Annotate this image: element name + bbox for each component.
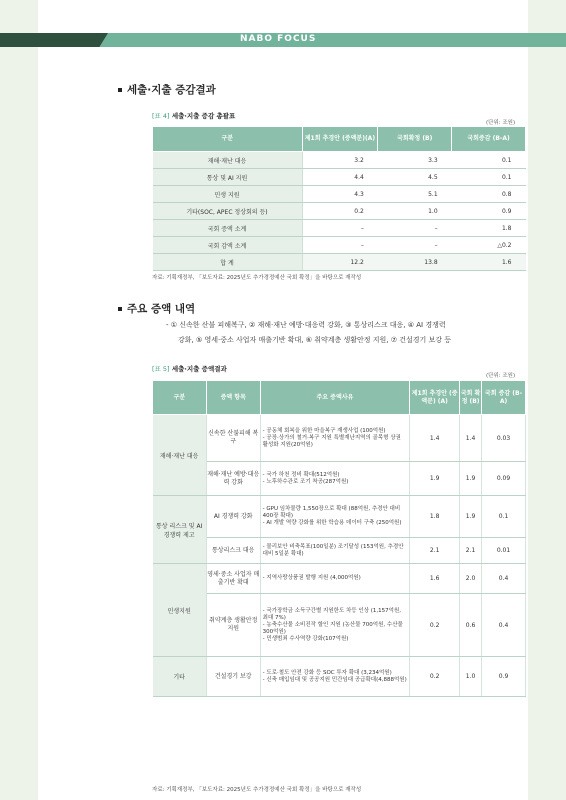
table5-cell: 0.9: [482, 657, 526, 697]
table5-reason: - 물리보안 비축목표(100일분) 조기달성 (153억원, 추경안 대비 5일분 확대): [262, 543, 404, 557]
table4-cell: 3.3: [378, 152, 452, 169]
table4-source: 자료: 기획재정부, 「보도자료: 2025년도 추가경정예산 국회 확정」을 바탕으로 재작성: [152, 275, 362, 281]
table4-row-label: 국회 감액 소계: [153, 237, 303, 254]
table5-reasons: [260, 657, 410, 697]
table4-row: [153, 254, 526, 271]
table4-header: 구분: [153, 127, 303, 152]
table5-item: 취약계층 생활안정 지원: [206, 594, 260, 657]
table5-cell: 2.0: [460, 564, 482, 594]
table5-reason: - 농축수산물 소비진작 할인 지원 (농산물 700억원, 수산물 300억원): [262, 621, 403, 635]
table5-cell: 1.4: [460, 415, 482, 462]
table4-cell: △0.2: [452, 237, 526, 254]
table5-reasons: [260, 496, 410, 538]
table5-unit: (단위: 조원): [486, 373, 516, 379]
table4-cell: 4.4: [302, 169, 378, 186]
table4-row-label: 민생 지원: [153, 186, 303, 203]
table5-row: [153, 564, 526, 594]
table5-header: 증액 항목: [206, 381, 260, 415]
table5-cell: 2.1: [460, 538, 482, 564]
logo: NABO FOCUS: [240, 34, 317, 44]
table4-cell: 0.2: [302, 203, 378, 220]
table5-row: [153, 657, 526, 697]
table5-cell: 1.9: [460, 462, 482, 496]
table5-reason: - 도로·철도 안전 강화 등 SOC 투자 확대 (3,234억원): [262, 669, 392, 676]
table4-cell: –: [302, 237, 378, 254]
table4-cell: 1.6: [452, 254, 526, 271]
table5-cell: 0.6: [460, 594, 482, 657]
table5-cell: 0.09: [482, 462, 526, 496]
header-band: [0, 33, 566, 47]
table4-row: [153, 186, 526, 203]
table4-row: [153, 203, 526, 220]
header-accent: [0, 33, 108, 47]
section-title-1: 세출·지출 증감결과: [118, 82, 216, 97]
table4-header: 국회확정 (B): [378, 127, 452, 152]
table5-reason: - 국가 하천 정비 확대(512억원): [262, 471, 340, 478]
table4-row: [153, 152, 526, 169]
table5-reasons: [260, 462, 410, 496]
table4-row-label: 기타(SOC, APEC 정상회의 등): [153, 203, 303, 220]
table5-row: [153, 496, 526, 538]
table5: [152, 380, 526, 697]
table5-cell: 0.4: [482, 564, 526, 594]
table4-unit: (단위: 조원): [486, 120, 516, 126]
table5-reason: - AI 개발 역량 강화를 위한 학습용 데이터 구축 (250억원): [262, 520, 402, 526]
table5-reason: - 신축 매입임대 및 공공지원 민간임대 공급확대(4,888억원): [262, 676, 407, 683]
table4-header: 국회증감 (B-A): [452, 127, 526, 152]
table5-item: 통상리스크 대응: [206, 538, 260, 564]
table5-cell: 0.03: [482, 415, 526, 462]
table5-cell: 0.1: [482, 496, 526, 538]
table5-cell: 1.6: [410, 564, 460, 594]
table5-row: [153, 462, 526, 496]
table5-cell: 0.2: [410, 594, 460, 657]
table4-row-label: 국회 증액 소계: [153, 220, 303, 237]
table5-reason: - 노후하수관로 조기 착공(287억원): [262, 478, 349, 485]
table4-cell: –: [378, 220, 452, 237]
table4-cell: 0.9: [452, 203, 526, 220]
table5-group-label: 기타: [153, 657, 207, 697]
table5-header: 국회 증감 (B-A): [482, 381, 526, 415]
table4-row-label: 합 계: [153, 254, 303, 271]
table4-cell: 4.5: [378, 169, 452, 186]
table5-reason: - 국가장학금 소득구간별 지원한도 차등 인상 (1,157억원, 최대 7%): [262, 607, 402, 621]
table5-cell: 2.1: [410, 538, 460, 564]
table5-row: [153, 594, 526, 657]
table5-reason: - GPU 임차물량 1,550장으로 확대 (88억원, 추경안 대비 400장 확대): [262, 506, 401, 519]
table4-cell: 13.8: [378, 254, 452, 271]
table5-cell: 0.4: [482, 594, 526, 657]
table5-row: [153, 538, 526, 564]
table5-group-label: 통상 리스크 및 AI 경쟁력 제고: [153, 496, 207, 564]
table5-item: 재해·재난 예방·대응력 강화: [206, 462, 260, 496]
table5-item: 건설경기 보강: [206, 657, 260, 697]
table5-reasons: [260, 538, 410, 564]
table5-reason: - 지역사랑상품권 발행 지원 (4,000억원): [262, 575, 361, 581]
table5-cell: 1.9: [460, 496, 482, 538]
table5-source: 자료: 기획재정부, 「보도자료: 2025년도 추가경정예산 국회 확정」을 바탕으로 재작성: [152, 787, 362, 793]
table5-cell: 1.0: [460, 657, 482, 697]
table5-cell: 0.2: [410, 657, 460, 697]
table4-row: [153, 237, 526, 254]
table4-cell: 1.0: [378, 203, 452, 220]
table4-header: 제1회 추경안 (증액분)(A): [302, 127, 378, 152]
table4-cell: 4.3: [302, 186, 378, 203]
table5-group-label: 재해·재난 대응: [153, 415, 207, 496]
table5-item: 신속한 산불피해 복구: [206, 415, 260, 462]
table5-group-label: 민생지원: [153, 564, 207, 657]
table5-header: 국회 확정 (B): [460, 381, 482, 415]
table4-cell: 0.8: [452, 186, 526, 203]
table4-cell: 1.8: [452, 220, 526, 237]
section-title-2: 주요 증액 내역: [118, 301, 195, 316]
table5-item: AI 경쟁력 강화: [206, 496, 260, 538]
bullet-square-icon: [118, 307, 122, 311]
bullet-square-icon: [118, 88, 122, 92]
table5-header: 주요 증액사유: [260, 381, 410, 415]
table5-cell: 1.9: [410, 462, 460, 496]
list-line: 강화, ⑤ 영세·중소 사업자 매출기반 확대, ⑥ 취약계층 생활안정 지원, ⑦ 건설경기 보강 등: [178, 336, 452, 344]
table5-cell: 0.01: [482, 538, 526, 564]
table4-cell: 5.1: [378, 186, 452, 203]
table5-reasons: [260, 594, 410, 657]
table5-header: 구분: [153, 381, 207, 415]
table4-cell: 0.1: [452, 152, 526, 169]
table5-caption: [표 5] 세출·지출 증액결과: [152, 365, 227, 373]
table4-cell: 12.2: [302, 254, 378, 271]
table4-row-label: 재해·재난 대응: [153, 152, 303, 169]
table5-header: 제1회 추경안 (증액분) (A): [410, 381, 460, 415]
table5-reason: - 공장·상가의 철거·복구 지원 특별재난지역의 골목형 상권 활성화 지원(20억원): [262, 434, 401, 448]
table5-item: 영세·중소 사업자 매출기반 확대: [206, 564, 260, 594]
table5-cell: 1.8: [410, 496, 460, 538]
table4: [152, 126, 526, 271]
table5-reason: - 공동체 회복을 위한 마을복구 재생사업 (100억원): [262, 427, 386, 434]
table4-caption: [표 4] 세출·지출 증감 총괄표: [152, 112, 236, 120]
table4-cell: 0.1: [452, 169, 526, 186]
table5-reasons: [260, 415, 410, 462]
table5-reason: - 민생범죄 수사역량 강화(107억원): [262, 635, 349, 642]
table5-cell: 1.4: [410, 415, 460, 462]
table5-reasons: [260, 564, 410, 594]
list-line: - ① 신속한 산불 피해복구, ② 재해·재난 예방·대응력 강화, ③ 통상리스크 대응, ④ AI 경쟁력: [166, 321, 446, 329]
table4-cell: 3.2: [302, 152, 378, 169]
table4-cell: –: [378, 237, 452, 254]
table4-row: [153, 220, 526, 237]
table4-row-label: 통상 및 AI 지원: [153, 169, 303, 186]
table5-row: [153, 415, 526, 462]
table4-row: [153, 169, 526, 186]
table4-cell: –: [302, 220, 378, 237]
